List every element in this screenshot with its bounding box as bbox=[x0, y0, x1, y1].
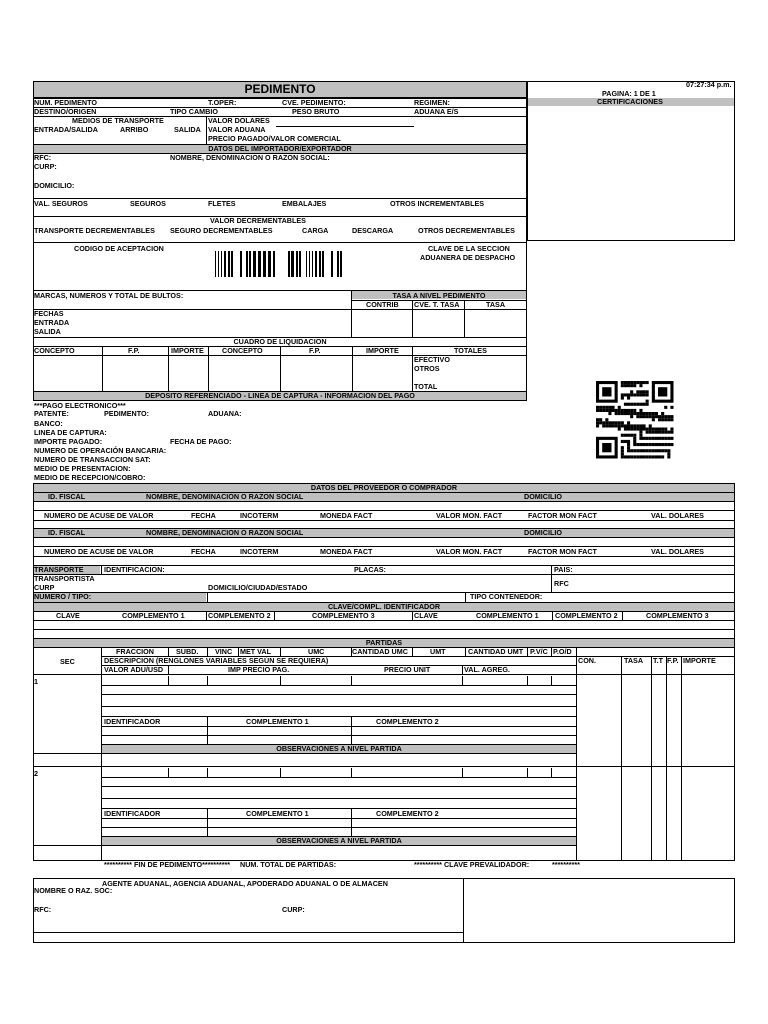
qr-code-icon bbox=[596, 381, 674, 461]
tt-label: T.T bbox=[653, 656, 663, 665]
proveedor-header: DATOS DEL PROVEEDOR O COMPRADOR bbox=[310, 483, 458, 492]
entrada-salida-label: ENTRADA/SALIDA bbox=[34, 125, 98, 134]
rfc-label: RFC: bbox=[34, 153, 52, 162]
tasa-label: TASA bbox=[486, 300, 506, 309]
aduana-label: ADUANA: bbox=[208, 409, 242, 418]
valor-aduana-label: VALOR ADUANA bbox=[208, 125, 266, 134]
placas-label: PLACAS: bbox=[354, 565, 386, 574]
pais-label: PAIS: bbox=[554, 565, 573, 574]
sec-label: SEC bbox=[60, 657, 75, 666]
liquidacion-header: CUADRO DE LIQUIDACION bbox=[233, 337, 327, 346]
fletes-label: FLETES bbox=[208, 199, 236, 208]
transporte-label: TRANSPORTE bbox=[34, 565, 84, 574]
num-transaccion-label: NUMERO DE TRANSACCION SAT: bbox=[34, 455, 151, 464]
part-importe-label: IMPORTE bbox=[683, 656, 716, 665]
moneda-fact-label: MONEDA FACT bbox=[320, 511, 373, 520]
arribo-label: ARRIBO bbox=[120, 125, 149, 134]
partida-1-sec: 1 bbox=[34, 677, 38, 686]
partida-2-identificador: IDENTIFICADOR bbox=[104, 809, 161, 818]
valor-mon-fact-label: VALOR MON. FACT bbox=[436, 511, 503, 520]
partidas-header: PARTIDAS bbox=[365, 638, 403, 647]
pvc-label: P.V/C bbox=[530, 647, 548, 656]
embalajes-label: EMBALAJES bbox=[282, 199, 327, 208]
prov-domicilio-label: DOMICILIO bbox=[524, 492, 562, 501]
part-fp-label: F.P. bbox=[667, 656, 679, 665]
valor-mon-fact-2-label: VALOR MON. FACT bbox=[436, 547, 503, 556]
num-total-partidas-label: NUM. TOTAL DE PARTIDAS: bbox=[240, 860, 337, 869]
transportista-label: TRANSPORTISTA bbox=[34, 574, 95, 583]
agente-nombre-label: NOMBRE O RAZ. SOC: bbox=[34, 886, 113, 895]
num-acuse-2-label: NUMERO DE ACUSE DE VALOR bbox=[44, 547, 154, 556]
partida-2-observaciones: OBSERVACIONES A NIVEL PARTIDA bbox=[276, 836, 402, 845]
precio-pagado-label: PRECIO PAGADO/VALOR COMERCIAL bbox=[208, 134, 341, 143]
toper-label: T.OPER: bbox=[208, 98, 237, 107]
otros-decrementables-label: OTROS DECREMENTABLES bbox=[418, 226, 515, 235]
cve-tasa-label: CVE. T. TASA bbox=[414, 300, 460, 309]
cant-umt-label: CANTIDAD UMT bbox=[468, 647, 524, 656]
met-val-label: MET VAL bbox=[240, 647, 272, 656]
nombre-razon-label: NOMBRE, DENOMINACION O RAZON SOCIAL: bbox=[170, 153, 330, 162]
tipo-contenedor-label: TIPO CONTENEDOR: bbox=[470, 592, 543, 601]
valor-dolares-label: VALOR DOLARES bbox=[208, 116, 270, 125]
partida-1-comp2: COMPLEMENTO 2 bbox=[376, 717, 439, 726]
partida-1-identificador: IDENTIFICADOR bbox=[104, 717, 161, 726]
importe-label: IMPORTE bbox=[171, 346, 204, 355]
tipo-cambio-label: TIPO CAMBIO bbox=[170, 107, 218, 116]
subd-label: SUBD. bbox=[176, 647, 199, 656]
aduana-es-label: ADUANA E/S bbox=[414, 107, 459, 116]
agente-rfc-label: RFC: bbox=[34, 905, 52, 914]
page-title: PEDIMENTO bbox=[244, 82, 316, 96]
barcode-icon bbox=[212, 251, 344, 277]
prov-fecha-label: FECHA bbox=[191, 511, 216, 520]
factor-mon-label: FACTOR MON FACT bbox=[528, 511, 597, 520]
num-operacion-label: NUMERO DE OPERACIÓN BANCARIA: bbox=[34, 446, 167, 455]
ident-comp2b-label: COMPLEMENTO 2 bbox=[555, 611, 618, 620]
fp2-label: F.P. bbox=[309, 346, 321, 355]
marcas-label: MARCAS, NUMEROS Y TOTAL DE BULTOS: bbox=[34, 291, 184, 300]
efectivo-label: EFECTIVO bbox=[414, 355, 450, 364]
umc-label: UMC bbox=[308, 647, 325, 656]
descripcion-label: DESCRIPCION (RENGLONES VARIABLES SEGÚN SE REQUIERA) bbox=[104, 656, 329, 665]
ident-comp1b-label: COMPLEMENTO 1 bbox=[476, 611, 539, 620]
id-fiscal-2-label: ID. FISCAL bbox=[48, 528, 86, 537]
salida-fecha-label: SALIDA bbox=[34, 327, 61, 336]
otros-incrementables-label: OTROS INCREMENTABLES bbox=[390, 199, 485, 208]
prov-nombre-2-label: NOMBRE, DENOMINACION O RAZON SOCIAL bbox=[146, 528, 304, 537]
ident-comp3-label: COMPLEMENTO 3 bbox=[312, 611, 375, 620]
incoterm-2-label: INCOTERM bbox=[240, 547, 279, 556]
partida-2-comp2: COMPLEMENTO 2 bbox=[376, 809, 439, 818]
ident-clave2-label: CLAVE bbox=[414, 611, 438, 620]
domicilio-label: DOMICILIO: bbox=[34, 181, 75, 190]
medios-transporte-label: MEDIOS DE TRANSPORTE bbox=[72, 116, 164, 125]
cant-umc-label: CANTIDAD UMC bbox=[352, 647, 408, 656]
moneda-fact-2-label: MONEDA FACT bbox=[320, 547, 373, 556]
seguros-label: SEGUROS bbox=[130, 199, 166, 208]
vinc-label: VINC bbox=[215, 647, 233, 656]
page-number: PAGINA: 1 DE 1 bbox=[602, 89, 656, 98]
incoterm-label: INCOTERM bbox=[240, 511, 279, 520]
agente-curp-label: CURP: bbox=[282, 905, 305, 914]
valor-decrementables-header: VALOR DECREMENTABLES bbox=[210, 216, 306, 225]
clave-prevalidador-label: ********** CLAVE PREVALIDADOR: bbox=[414, 860, 530, 869]
partida-2-sec: 2 bbox=[34, 769, 38, 778]
trans-rfc-label: RFC bbox=[554, 579, 569, 588]
factor-mon-2-label: FACTOR MON FACT bbox=[528, 547, 597, 556]
medio-recepcion-label: MEDIO DE RECEPCION/COBRO: bbox=[34, 473, 146, 482]
num-acuse-label: NUMERO DE ACUSE DE VALOR bbox=[44, 511, 154, 520]
ident-comp1-label: COMPLEMENTO 1 bbox=[122, 611, 185, 620]
imp-precio-label: IMP PRECIO PAG. bbox=[228, 665, 290, 674]
linea-captura-label: LINEA DE CAPTURA: bbox=[34, 428, 107, 437]
concepto2-label: CONCEPTO bbox=[222, 346, 263, 355]
id-fiscal-label: ID. FISCAL bbox=[48, 492, 86, 501]
importador-header: DATOS DEL IMPORTADOR/EXPORTADOR bbox=[208, 144, 352, 153]
val-agreg-label: VAL. AGREG. bbox=[464, 665, 510, 674]
trans-curp-label: CURP bbox=[34, 583, 55, 592]
identificacion-label: IDENTIFICACION: bbox=[104, 565, 165, 574]
entrada-label: ENTRADA bbox=[34, 318, 70, 327]
num-pedimento-label: NUM. PEDIMENTO bbox=[34, 98, 97, 107]
fraccion-label: FRACCION bbox=[116, 647, 154, 656]
banco-label: BANCO: bbox=[34, 419, 63, 428]
curp-label: CURP: bbox=[34, 162, 57, 171]
importe2-label: IMPORTE bbox=[366, 346, 399, 355]
transporte-decrementables-label: TRANSPORTE DECREMENTABLES bbox=[34, 226, 155, 235]
partida-1-observaciones: OBSERVACIONES A NIVEL PARTIDA bbox=[276, 744, 402, 753]
pedimento-label: PEDIMENTO: bbox=[104, 409, 149, 418]
val-dolares-2-label: VAL. DOLARES bbox=[651, 547, 704, 556]
agente-header: AGENTE ADUANAL, AGENCIA ADUANAL, APODERADO ADUANAL O DE ALMACEN bbox=[102, 879, 388, 888]
numero-tipo-label: NUMERO / TIPO: bbox=[34, 592, 92, 601]
part-tasa-label: TASA bbox=[624, 656, 644, 665]
otros-label: OTROS bbox=[414, 364, 440, 373]
patente-label: PATENTE: bbox=[34, 409, 69, 418]
precio-unit-label: PRECIO UNIT bbox=[384, 665, 431, 674]
regimen-label: REGIMEN: bbox=[414, 98, 450, 107]
pod-label: P.O/D bbox=[553, 647, 572, 656]
ident-clave-label: CLAVE bbox=[56, 611, 80, 620]
partida-1-comp1: COMPLEMENTO 1 bbox=[246, 717, 309, 726]
val-seguros-label: VAL. SEGUROS bbox=[34, 199, 88, 208]
con-label: CON. bbox=[578, 656, 596, 665]
totales-label: TOTALES bbox=[454, 346, 487, 355]
domicilio-ciudad-label: DOMICILIO/CIUDAD/ESTADO bbox=[208, 583, 308, 592]
fp-label: F.P. bbox=[128, 346, 140, 355]
importe-pagado-label: IMPORTE PAGADO: bbox=[34, 437, 103, 446]
seguro-decrementables-label: SEGURO DECREMENTABLES bbox=[170, 226, 273, 235]
total-label: TOTAL bbox=[414, 382, 438, 391]
salida-label: SALIDA bbox=[174, 125, 201, 134]
peso-bruto-label: PESO BRUTO bbox=[292, 107, 340, 116]
fecha-pago-label: FECHA DE PAGO: bbox=[170, 437, 232, 446]
descarga-label: DESCARGA bbox=[352, 226, 394, 235]
aduanera-despacho-label: ADUANERA DE DESPACHO bbox=[420, 253, 516, 262]
concepto-label: CONCEPTO bbox=[34, 346, 75, 355]
cve-pedimento-label: CVE. PEDIMENTO: bbox=[282, 98, 346, 107]
fechas-label: FECHAS bbox=[34, 309, 64, 318]
pago-electronico-label: ***PAGO ELECTRONICO*** bbox=[34, 401, 126, 410]
codigo-aceptacion-label: CODIGO DE ACEPTACION bbox=[74, 244, 164, 253]
partida-2-comp1: COMPLEMENTO 1 bbox=[246, 809, 309, 818]
valor-adu-label: VALOR ADU/USD bbox=[104, 665, 164, 674]
fin-stars: ********** bbox=[552, 860, 580, 869]
val-dolares-label: VAL. DOLARES bbox=[651, 511, 704, 520]
prov-fecha-2-label: FECHA bbox=[191, 547, 216, 556]
contrib-label: CONTRIB bbox=[366, 300, 399, 309]
deposito-header: DEPOSITO REFERENCIADO - LINEA DE CAPTURA - INFORMACION DEL PAGO bbox=[145, 391, 415, 400]
ident-comp3b-label: COMPLEMENTO 3 bbox=[646, 611, 709, 620]
umt-label: UMT bbox=[430, 647, 446, 656]
clave-seccion-label: CLAVE DE LA SECCION bbox=[428, 244, 510, 253]
medio-presentacion-label: MEDIO DE PRESENTACION: bbox=[34, 464, 131, 473]
certificaciones-label: CERTIFICACIONES bbox=[597, 97, 663, 106]
time-stamp: 07:27:34 p.m. bbox=[686, 80, 732, 89]
tasa-nivel-pedimento-header: TASA A NIVEL PEDIMENTO bbox=[392, 291, 486, 300]
fin-pedimento-label: ********** FIN DE PEDIMENTO********** bbox=[104, 860, 231, 869]
destino-origen-label: DESTINO/ORIGEN bbox=[34, 107, 97, 116]
prov-nombre-label: NOMBRE, DENOMINACION O RAZON SOCIAL bbox=[146, 492, 304, 501]
clave-compl-header: CLAVE/COMPL. IDENTIFICADOR bbox=[327, 602, 441, 611]
prov-domicilio-2-label: DOMICILIO bbox=[524, 528, 562, 537]
carga-label: CARGA bbox=[302, 226, 329, 235]
ident-comp2-label: COMPLEMENTO 2 bbox=[208, 611, 271, 620]
